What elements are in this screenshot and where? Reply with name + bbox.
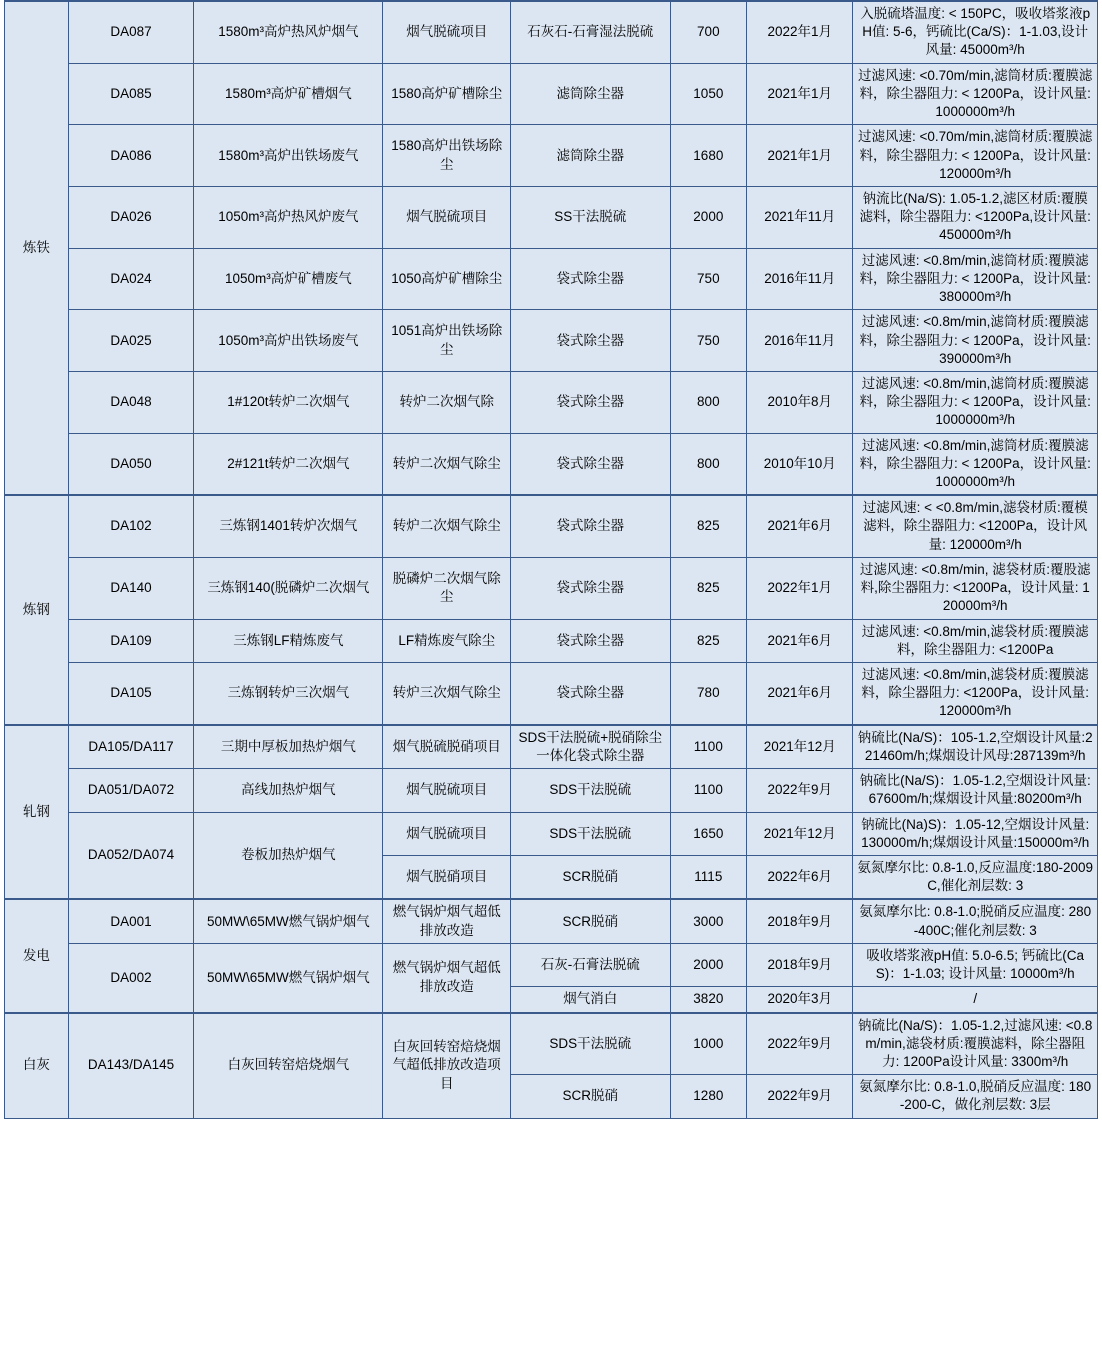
cell-source: 三炼钢转炉三次烟气	[194, 663, 383, 725]
cell-technology: 袋式除尘器	[511, 495, 670, 557]
cell-parameters: 钠硫比(Na)S)：1.05-12,空烟设计风量: 130000m/h;煤烟设计风量:150000m³/h	[853, 812, 1098, 855]
cell-capacity: 3000	[670, 899, 747, 943]
cell-date: 2022年1月	[747, 1, 853, 63]
cell-date: 2022年6月	[747, 855, 853, 899]
cell-project: 1580高炉矿槽除尘	[383, 63, 511, 125]
table-row	[5, 1013, 1098, 1075]
cell-project: 转炉二次烟气除尘	[383, 433, 511, 495]
cell-parameters: /	[853, 987, 1098, 1013]
table-row	[5, 125, 1098, 187]
table-row	[5, 310, 1098, 372]
cell-capacity: 1050	[670, 63, 747, 125]
cell-code: DA050	[68, 433, 193, 495]
cell-project: 白灰回转窑焙烧烟气超低排放改造项目	[383, 1013, 511, 1119]
cell-capacity: 2000	[670, 186, 747, 248]
cell-technology: SCR脱硝	[511, 899, 670, 943]
cell-project: 烟气脱硫项目	[383, 1, 511, 63]
cell-code: DA051/DA072	[68, 769, 193, 812]
cell-project: 1051高炉出铁场除尘	[383, 310, 511, 372]
cell-parameters: 钠硫比(Na/S)：1.05-1.2,空烟设计风量:67600m/h;煤烟设计风量:80200m³/h	[853, 769, 1098, 812]
cell-project: 燃气锅炉烟气超低排放改造	[383, 943, 511, 1012]
cell-project: 烟气脱硫脱硝项目	[383, 725, 511, 769]
cell-source: 三炼钢140(脱磷炉二次烟气	[194, 557, 383, 619]
table-row	[5, 769, 1098, 812]
cell-date: 2022年1月	[747, 557, 853, 619]
cell-capacity: 780	[670, 663, 747, 725]
cell-date: 2021年1月	[747, 63, 853, 125]
cell-date: 2010年8月	[747, 371, 853, 433]
table-body	[5, 1, 1098, 1118]
cell-technology: SCR脱硝	[511, 855, 670, 899]
cell-group: 炼铁	[5, 1, 69, 495]
cell-code: DA102	[68, 495, 193, 557]
cell-source: 50MW\65MW燃气锅炉烟气	[194, 943, 383, 1012]
cell-parameters: 过滤风速: <0.70m/min,滤筒材质:覆膜滤料，除尘器阻力: < 1200Pa，设计风量: 120000m³/h	[853, 125, 1098, 187]
cell-technology: 袋式除尘器	[511, 557, 670, 619]
cell-code: DA105	[68, 663, 193, 725]
cell-source: 1580m³高炉热风炉烟气	[194, 1, 383, 63]
cell-code: DA002	[68, 943, 193, 1012]
cell-parameters: 过滤风速: <0.70m/min,滤筒材质:覆膜滤料，除尘器阻力: < 1200Pa，设计风量: 1000000m³/h	[853, 63, 1098, 125]
cell-technology: 袋式除尘器	[511, 248, 670, 310]
cell-project: 烟气脱硝项目	[383, 855, 511, 899]
cell-source: 50MW\65MW燃气锅炉烟气	[194, 899, 383, 943]
table-row	[5, 371, 1098, 433]
cell-project: 转炉三次烟气除尘	[383, 663, 511, 725]
cell-technology: SDS干法脱硫+脱硝除尘一体化袋式除尘器	[511, 725, 670, 769]
cell-capacity: 750	[670, 248, 747, 310]
cell-source: 高线加热炉烟气	[194, 769, 383, 812]
cell-date: 2022年9月	[747, 1075, 853, 1118]
cell-technology: SS干法脱硫	[511, 186, 670, 248]
cell-group: 轧钢	[5, 725, 69, 900]
cell-technology: SDS干法脱硫	[511, 1013, 670, 1075]
cell-technology: 石灰石-石膏湿法脱硫	[511, 1, 670, 63]
cell-code: DA085	[68, 63, 193, 125]
cell-technology: 袋式除尘器	[511, 433, 670, 495]
cell-parameters: 过滤风速: <0.8m/min, 滤袋材质:覆股滤料,除尘器阻力: <1200Pa，设计风量: 120000m³/h	[853, 557, 1098, 619]
cell-date: 2021年11月	[747, 186, 853, 248]
table-row	[5, 663, 1098, 725]
cell-date: 2022年9月	[747, 769, 853, 812]
cell-parameters: 过滤风速: <0.8m/min,滤筒材质:覆膜滤料，除尘器阻力: < 1200Pa，设计风量: 1000000m³/h	[853, 371, 1098, 433]
table-row	[5, 725, 1098, 769]
cell-source: 1580m³高炉出铁场废气	[194, 125, 383, 187]
cell-source: 1580m³高炉矿槽烟气	[194, 63, 383, 125]
cell-date: 2018年9月	[747, 899, 853, 943]
cell-code: DA052/DA074	[68, 812, 193, 899]
table-row	[5, 63, 1098, 125]
cell-date: 2020年3月	[747, 987, 853, 1013]
cell-source: 1#120t转炉二次烟气	[194, 371, 383, 433]
cell-capacity: 1680	[670, 125, 747, 187]
cell-parameters: 钠硫比(Na/S)：1.05-1.2,过滤风速: <0.8m/min,滤袋材质:覆膜滤料，除尘器阻力: 1200Pa设计风量: 3300m³/h	[853, 1013, 1098, 1075]
cell-capacity: 1000	[670, 1013, 747, 1075]
cell-code: DA001	[68, 899, 193, 943]
table-row	[5, 186, 1098, 248]
cell-capacity: 825	[670, 557, 747, 619]
cell-date: 2016年11月	[747, 248, 853, 310]
table-row	[5, 557, 1098, 619]
cell-parameters: 过滤风速: <0.8m/min,滤袋材质:覆膜滤料，除尘器阻力: <1200Pa	[853, 619, 1098, 662]
table-row	[5, 812, 1098, 855]
cell-date: 2016年11月	[747, 310, 853, 372]
cell-capacity: 1115	[670, 855, 747, 899]
cell-technology: 袋式除尘器	[511, 371, 670, 433]
cell-source: 1050m³高炉热风炉废气	[194, 186, 383, 248]
cell-capacity: 800	[670, 371, 747, 433]
cell-capacity: 1280	[670, 1075, 747, 1118]
cell-source: 卷板加热炉烟气	[194, 812, 383, 899]
cell-capacity: 800	[670, 433, 747, 495]
cell-project: 烟气脱硫项目	[383, 769, 511, 812]
cell-date: 2010年10月	[747, 433, 853, 495]
cell-project: 燃气锅炉烟气超低排放改造	[383, 899, 511, 943]
cell-technology: SDS干法脱硫	[511, 769, 670, 812]
cell-date: 2022年9月	[747, 1013, 853, 1075]
cell-parameters: 氨氮摩尔比: 0.8-1.0,脱硝反应温度: 180-200-C，做化剂层数: 3层	[853, 1075, 1098, 1118]
cell-group: 发电	[5, 899, 69, 1012]
cell-code: DA087	[68, 1, 193, 63]
cell-technology: 烟气消白	[511, 987, 670, 1013]
cell-capacity: 750	[670, 310, 747, 372]
cell-capacity: 825	[670, 495, 747, 557]
cell-project: 1580高炉出铁场除尘	[383, 125, 511, 187]
cell-project: 烟气脱硫项目	[383, 186, 511, 248]
cell-capacity: 1650	[670, 812, 747, 855]
cell-technology: 袋式除尘器	[511, 619, 670, 662]
cell-code: DA086	[68, 125, 193, 187]
cell-project: 烟气脱硫项目	[383, 812, 511, 855]
cell-source: 三炼钢LF精炼废气	[194, 619, 383, 662]
cell-source: 白灰回转窑焙烧烟气	[194, 1013, 383, 1119]
cell-capacity: 2000	[670, 943, 747, 986]
cell-source: 1050m³高炉出铁场废气	[194, 310, 383, 372]
cell-project: 转炉二次烟气除尘	[383, 495, 511, 557]
cell-technology: SDS干法脱硫	[511, 812, 670, 855]
table-row	[5, 433, 1098, 495]
table-row	[5, 943, 1098, 986]
cell-group: 白灰	[5, 1013, 69, 1119]
table-row	[5, 1, 1098, 63]
cell-project: LF精炼废气除尘	[383, 619, 511, 662]
cell-project: 脱磷炉二次烟气除尘	[383, 557, 511, 619]
cell-capacity: 825	[670, 619, 747, 662]
cell-parameters: 钠流比(Na/S): 1.05-1.2,滤区材质:覆膜滤料，除尘器阻力: <1200Pa,设计风量: 450000m³/h	[853, 186, 1098, 248]
cell-code: DA026	[68, 186, 193, 248]
cell-date: 2021年1月	[747, 125, 853, 187]
cell-project: 转炉二次烟气除	[383, 371, 511, 433]
cell-technology: 袋式除尘器	[511, 310, 670, 372]
cell-parameters: 过滤风速: < <0.8m/min,滤袋材质:覆模滤料，除尘器阻力: <1200Pa，设计风量: 120000m³/h	[853, 495, 1098, 557]
cell-group: 炼钢	[5, 495, 69, 724]
cell-code: DA105/DA117	[68, 725, 193, 769]
table-row	[5, 248, 1098, 310]
cell-capacity: 700	[670, 1, 747, 63]
cell-technology: 滤筒除尘器	[511, 63, 670, 125]
cell-technology: 滤筒除尘器	[511, 125, 670, 187]
cell-code: DA024	[68, 248, 193, 310]
cell-code: DA025	[68, 310, 193, 372]
table-row	[5, 899, 1098, 943]
cell-parameters: 过滤风速: <0.8m/min,滤筒材质:覆膜滤料，除尘器阻力: < 1200Pa，设计风量: 390000m³/h	[853, 310, 1098, 372]
cell-capacity: 1100	[670, 725, 747, 769]
emission-sources-table	[4, 0, 1098, 1119]
cell-code: DA048	[68, 371, 193, 433]
cell-source: 2#121t转炉二次烟气	[194, 433, 383, 495]
cell-project: 1050高炉矿槽除尘	[383, 248, 511, 310]
cell-technology: 袋式除尘器	[511, 663, 670, 725]
cell-date: 2021年6月	[747, 495, 853, 557]
cell-technology: 石灰-石膏法脱硫	[511, 943, 670, 986]
cell-date: 2021年6月	[747, 663, 853, 725]
cell-code: DA140	[68, 557, 193, 619]
cell-parameters: 过滤风速: <0.8m/min,滤筒材质:覆膜滤料，除尘器阻力: < 1200Pa，设计风量: 1000000m³/h	[853, 433, 1098, 495]
cell-date: 2021年12月	[747, 725, 853, 769]
cell-parameters: 过滤风速: <0.8m/min,滤袋材质:覆膜滤料，除尘器阻力: <1200Pa，设计风量: 120000m³/h	[853, 663, 1098, 725]
table-row	[5, 495, 1098, 557]
cell-source: 三炼钢1401转炉次烟气	[194, 495, 383, 557]
table-row	[5, 619, 1098, 662]
cell-date: 2021年6月	[747, 619, 853, 662]
cell-capacity: 3820	[670, 987, 747, 1013]
cell-code: DA109	[68, 619, 193, 662]
cell-parameters: 氨氮摩尔比: 0.8-1.0;脱硝反应温度: 280-400C;催化剂层数: 3	[853, 899, 1098, 943]
cell-parameters: 过滤风速: <0.8m/min,滤筒材质:覆膜滤料，除尘器阻力: < 1200Pa，设计风量: 380000m³/h	[853, 248, 1098, 310]
cell-code: DA143/DA145	[68, 1013, 193, 1119]
cell-parameters: 吸收塔浆液pH值: 5.0-6.5; 钙硫比(CaS)：1-1.03; 设计风量: 10000m³/h	[853, 943, 1098, 986]
cell-date: 2021年12月	[747, 812, 853, 855]
cell-capacity: 1100	[670, 769, 747, 812]
cell-technology: SCR脱硝	[511, 1075, 670, 1118]
cell-parameters: 氨氮摩尔比: 0.8-1.0,反应温度:180-2009C,催化剂层数: 3	[853, 855, 1098, 899]
cell-parameters: 入脱硫塔温度: < 150PC，吸收塔浆液pH值: 5-6，钙硫比(Ca/S)：1-1.03,设计风量: 45000m³/h	[853, 1, 1098, 63]
cell-date: 2018年9月	[747, 943, 853, 986]
cell-source: 1050m³高炉矿槽废气	[194, 248, 383, 310]
cell-parameters: 钠硫比(Na/S)：105-1.2,空烟设计风量:221460m/h;煤烟设计风母:287139m³/h	[853, 725, 1098, 769]
cell-source: 三期中厚板加热炉烟气	[194, 725, 383, 769]
